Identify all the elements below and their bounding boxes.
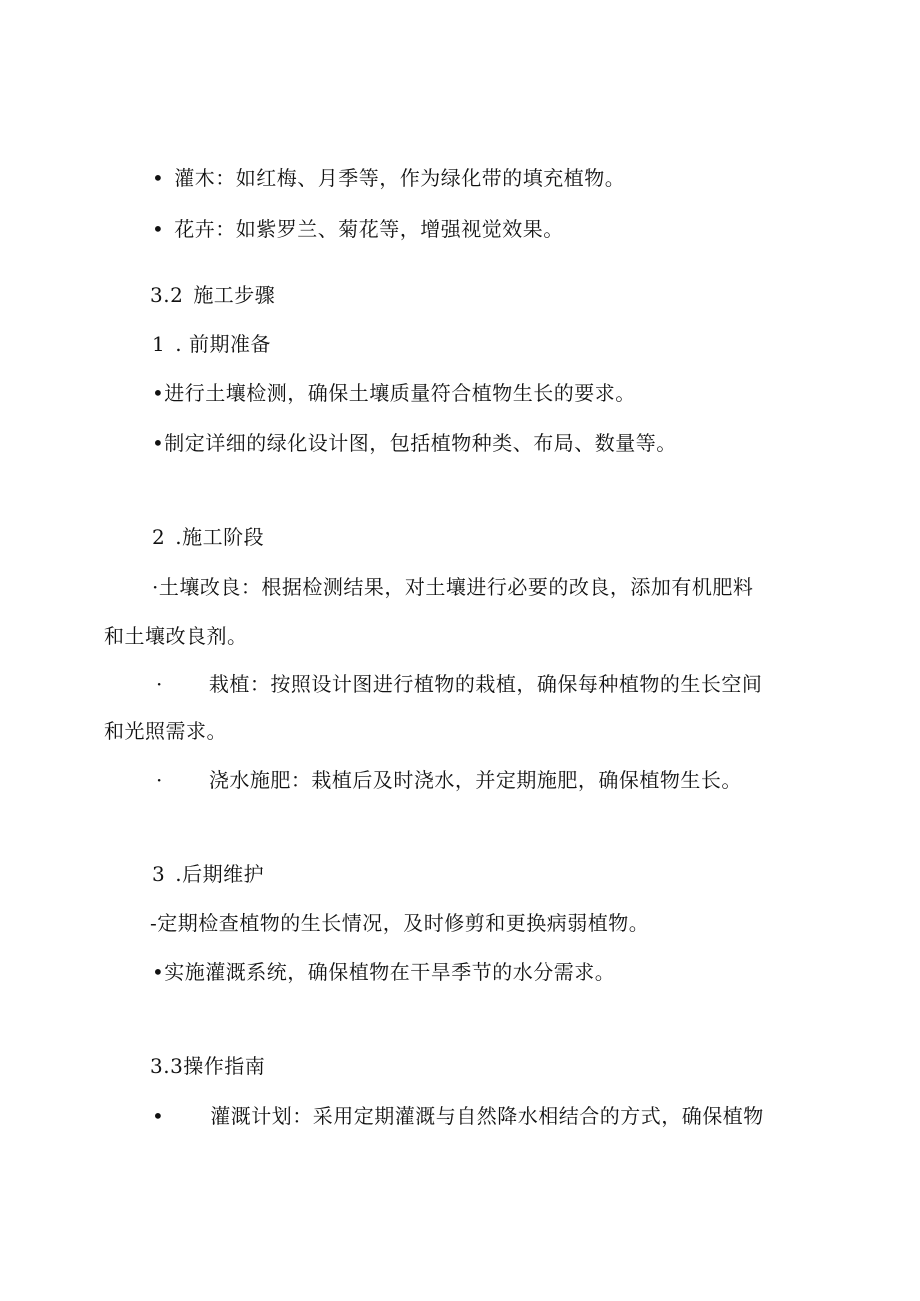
paragraph-continuation: 和光照需求。: [104, 719, 227, 743]
bullet-marker: •: [152, 1104, 165, 1128]
step-title: . 前期准备: [175, 332, 271, 356]
list-item-text: 栽植：按照设计图进行植物的栽植，确保每种植物的生长空间: [208, 672, 763, 696]
section-number: 3.2: [150, 283, 184, 307]
step-heading-1: [152, 330, 271, 358]
section-title: 施工步骤: [193, 283, 276, 307]
step-heading-2: [152, 523, 264, 551]
step-number: 2: [152, 525, 166, 549]
list-item-irrigation-plan: [152, 1102, 764, 1130]
bullet-marker: •: [152, 217, 165, 241]
paragraph-irrigation-system: •实施灌溉系统，确保植物在干旱季节的水分需求。: [152, 960, 616, 984]
list-item-flowers: [152, 215, 564, 243]
list-item-text: 花卉：如紫罗兰、菊花等，增强视觉效果。: [174, 217, 564, 241]
list-item-text: 灌溉计划：采用定期灌溉与自然降水相结合的方式，确保植物: [210, 1104, 764, 1128]
step-title: .后期维护: [175, 862, 265, 886]
list-item-text: 土壤改良：根据检测结果，对土壤进行必要的改良，添加有机肥料: [158, 575, 754, 599]
list-item-planting: [156, 670, 762, 698]
section-heading-3-2: [150, 281, 275, 309]
section-heading-3-3: 3.3操作指南: [150, 1054, 266, 1078]
step-number: 3: [152, 862, 166, 886]
step-number: 1: [152, 332, 166, 356]
bullet-marker: ·: [156, 672, 163, 696]
paragraph-inspect: -定期检查植物的生长情况，及时修剪和更换病弱植物。: [150, 911, 650, 935]
list-item-text: 浇水施肥：栽植后及时浇水，并定期施肥，确保植物生长。: [208, 768, 742, 792]
step-title: .施工阶段: [175, 525, 265, 549]
list-item-soil-improve: [152, 573, 753, 601]
paragraph-continuation: 和土壤改良剂。: [104, 624, 248, 648]
list-item-text: 灌木：如红梅、月季等，作为绿化带的填充植物。: [174, 166, 626, 190]
paragraph-soil-test: •进行土壤检测，确保土壤质量符合植物生长的要求。: [152, 381, 636, 405]
bullet-marker: •: [152, 166, 165, 190]
bullet-marker: ·: [152, 575, 159, 599]
list-item-watering: [156, 766, 742, 794]
step-heading-3: [152, 860, 264, 888]
list-item-shrubs: [152, 164, 625, 192]
bullet-marker: ·: [156, 768, 163, 792]
paragraph-design-plan: •制定详细的绿化设计图，包括植物种类、布局、数量等。: [152, 431, 677, 455]
